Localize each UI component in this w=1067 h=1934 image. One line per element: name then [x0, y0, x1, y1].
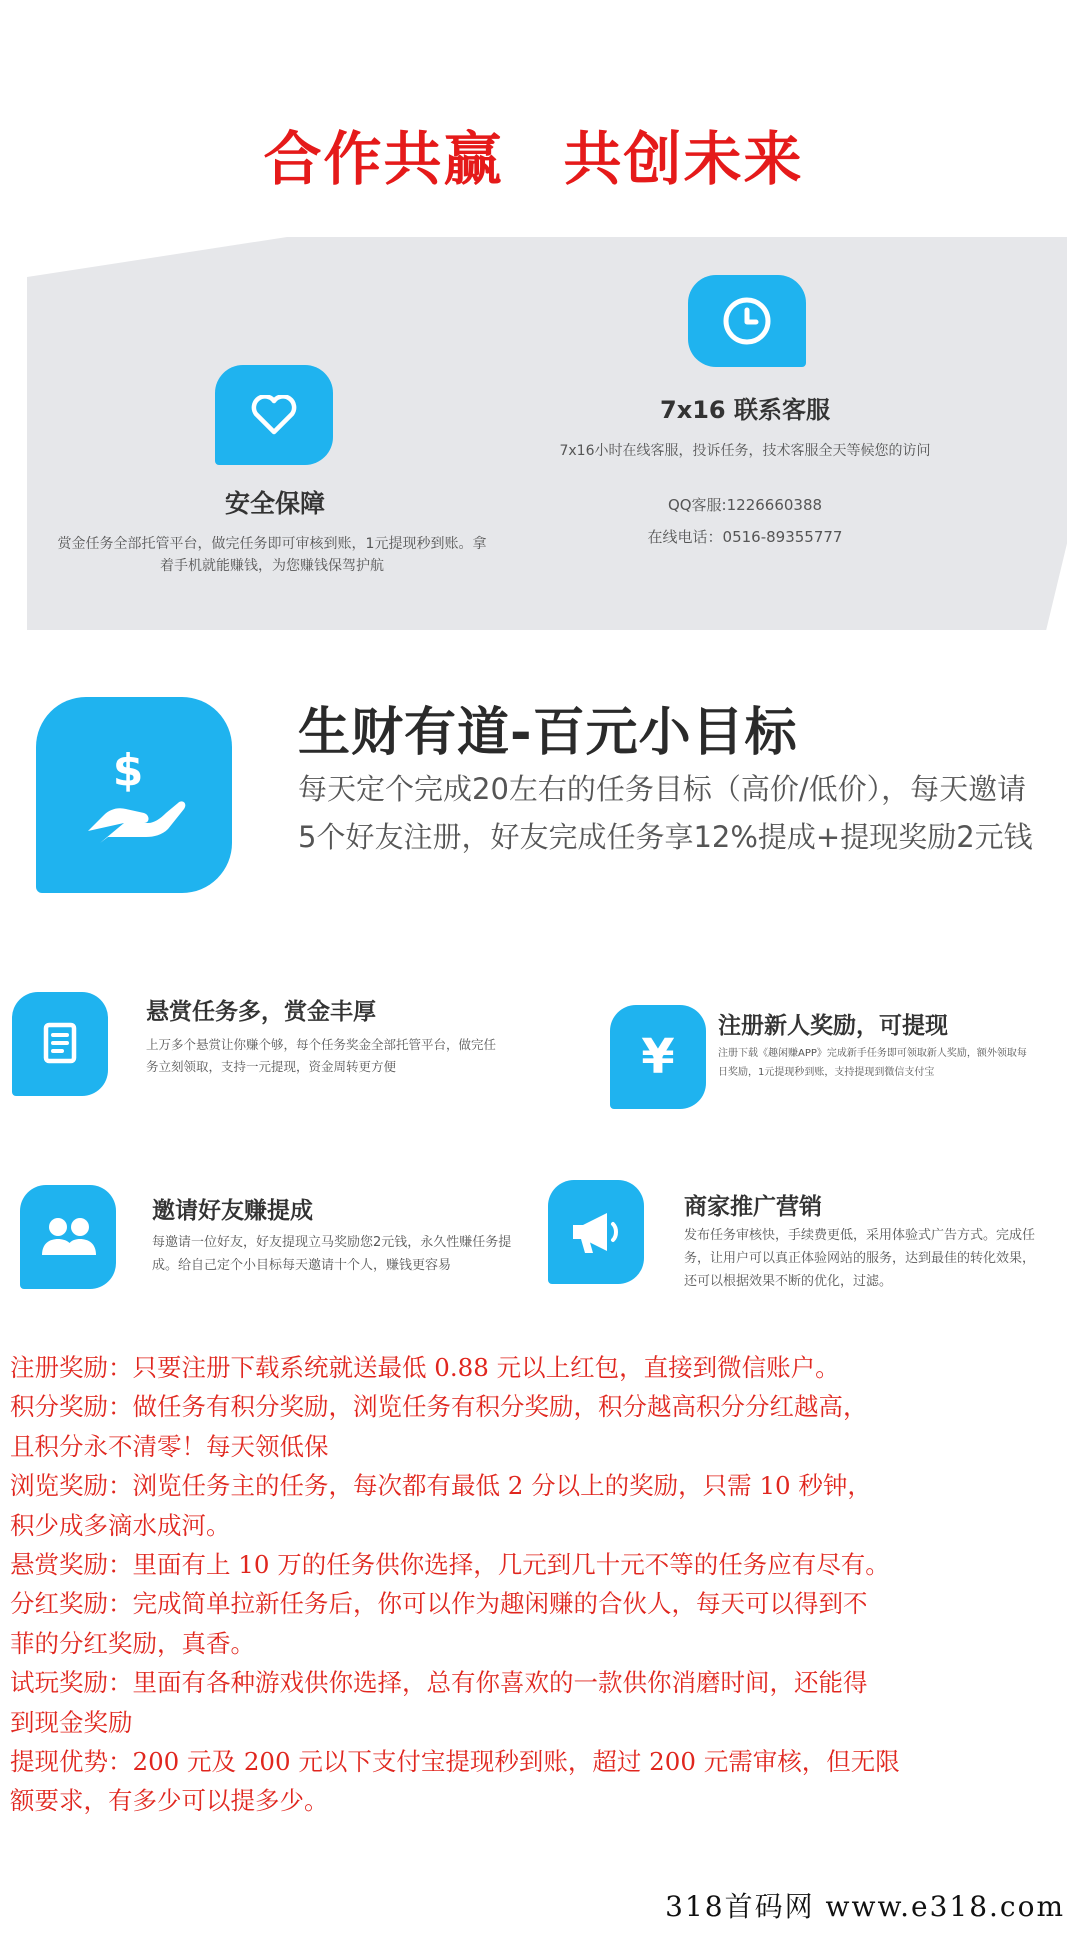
- feature-4-desc: 发布任务审核快，手续费更低，采用体验式广告方式。完成任务，让用户可以真正体验网站的服务，达到最佳的转化效果，还可以根据效果不断的优化，过滤。: [684, 1228, 1036, 1289]
- feature-1-desc: 上万多个悬赏让你赚个够，每个任务奖金全部托管平台，做完任务立刻领取，支持一元提现，资金周转更方便: [146, 1037, 497, 1074]
- megaphone-icon: [548, 1180, 644, 1284]
- title-part-2: 共创未来: [563, 125, 804, 193]
- reward-line: 悬赏奖励：里面有上 10 万的任务供你选择，几元到几十元不等的任务应有尽有。: [10, 1550, 890, 1580]
- service-qq: QQ客服:1226660388: [667, 496, 823, 514]
- reward-line: 注册奖励：只要注册下载系统就送最低 0.88 元以上红包，直接到微信账户。: [10, 1353, 840, 1382]
- money-hand-icon: [36, 697, 232, 893]
- page-title: [0, 112, 1067, 196]
- goal-title: 生财有道-百元小目标: [298, 703, 798, 763]
- feature-3-desc: 每邀请一位好友，好友提现立马奖励您2元钱，永久性赚任务提成。给自己定个小目标每天邀请十个人，赚钱更容易: [152, 1235, 512, 1273]
- reward-line: 且积分永不清零！每天领低保: [10, 1431, 329, 1461]
- heart-icon: [215, 365, 333, 465]
- yen-icon: ¥: [610, 1005, 706, 1109]
- feature-1-title: 悬赏任务多，赏金丰厚: [146, 999, 376, 1025]
- reward-line: 试玩奖励：里面有各种游戏供你选择，总有你喜欢的一款供你消磨时间，还能得: [10, 1668, 868, 1698]
- goal-desc: 每天定个完成20左右的任务目标（高价/低价），每天邀请5个好友注册，好友完成任务享12%提成+提现奖励2元钱: [298, 772, 1033, 854]
- watermark: 318首码网 www.e318.com: [665, 1890, 1065, 1923]
- reward-line: 积少成多滴水成河。: [10, 1510, 231, 1540]
- reward-line: 菲的分红奖励，真香。: [10, 1628, 255, 1658]
- rewards-list: [10, 1348, 1067, 1821]
- reward-line: 提现优势：200 元及 200 元以下支付宝提现秒到账，超过 200 元需审核，但无限: [10, 1747, 900, 1777]
- reward-line: 积分奖励：做任务有积分奖励，浏览任务有积分奖励，积分越高积分分红越高，: [10, 1392, 868, 1422]
- safety-title: 安全保障: [224, 489, 325, 518]
- clock-icon: [688, 275, 806, 367]
- feature-3-title: 邀请好友赚提成: [152, 1198, 313, 1224]
- safety-desc: 赏金任务全部托管平台，做完任务即可审核到账，1元提现秒到账。拿着手机就能赚钱，为您赚钱保驾护航: [57, 536, 487, 575]
- service-title: 7x16 联系客服: [660, 396, 830, 424]
- reward-line: 分红奖励：完成简单拉新任务后，你可以作为趣闲赚的合伙人，每天可以得到不: [10, 1589, 868, 1619]
- users-icon: [20, 1185, 116, 1289]
- svg-text:$: $: [112, 745, 144, 796]
- document-icon: [12, 992, 108, 1096]
- feature-4-title: 商家推广营销: [684, 1194, 822, 1220]
- title-part-1: 合作共赢: [263, 125, 504, 193]
- reward-line: 额要求，有多少可以提多少。: [10, 1786, 329, 1816]
- service-phone: 在线电话：0516-89355777: [647, 528, 843, 546]
- feature-2-title: 注册新人奖励，可提现: [718, 1013, 948, 1039]
- reward-line: 浏览奖励：浏览任务主的任务，每次都有最低 2 分以上的奖励，只需 10 秒钟，: [10, 1471, 872, 1501]
- feature-2-desc: 注册下载《趣闲赚APP》完成新手任务即可领取新人奖励，额外领取每日奖励，1元提现秒到账，支持提现到微信支付宝: [718, 1048, 1027, 1078]
- service-desc: 7x16小时在线客服，投诉任务，技术客服全天等候您的访问: [559, 443, 931, 459]
- reward-line: 到现金奖励: [10, 1707, 133, 1737]
